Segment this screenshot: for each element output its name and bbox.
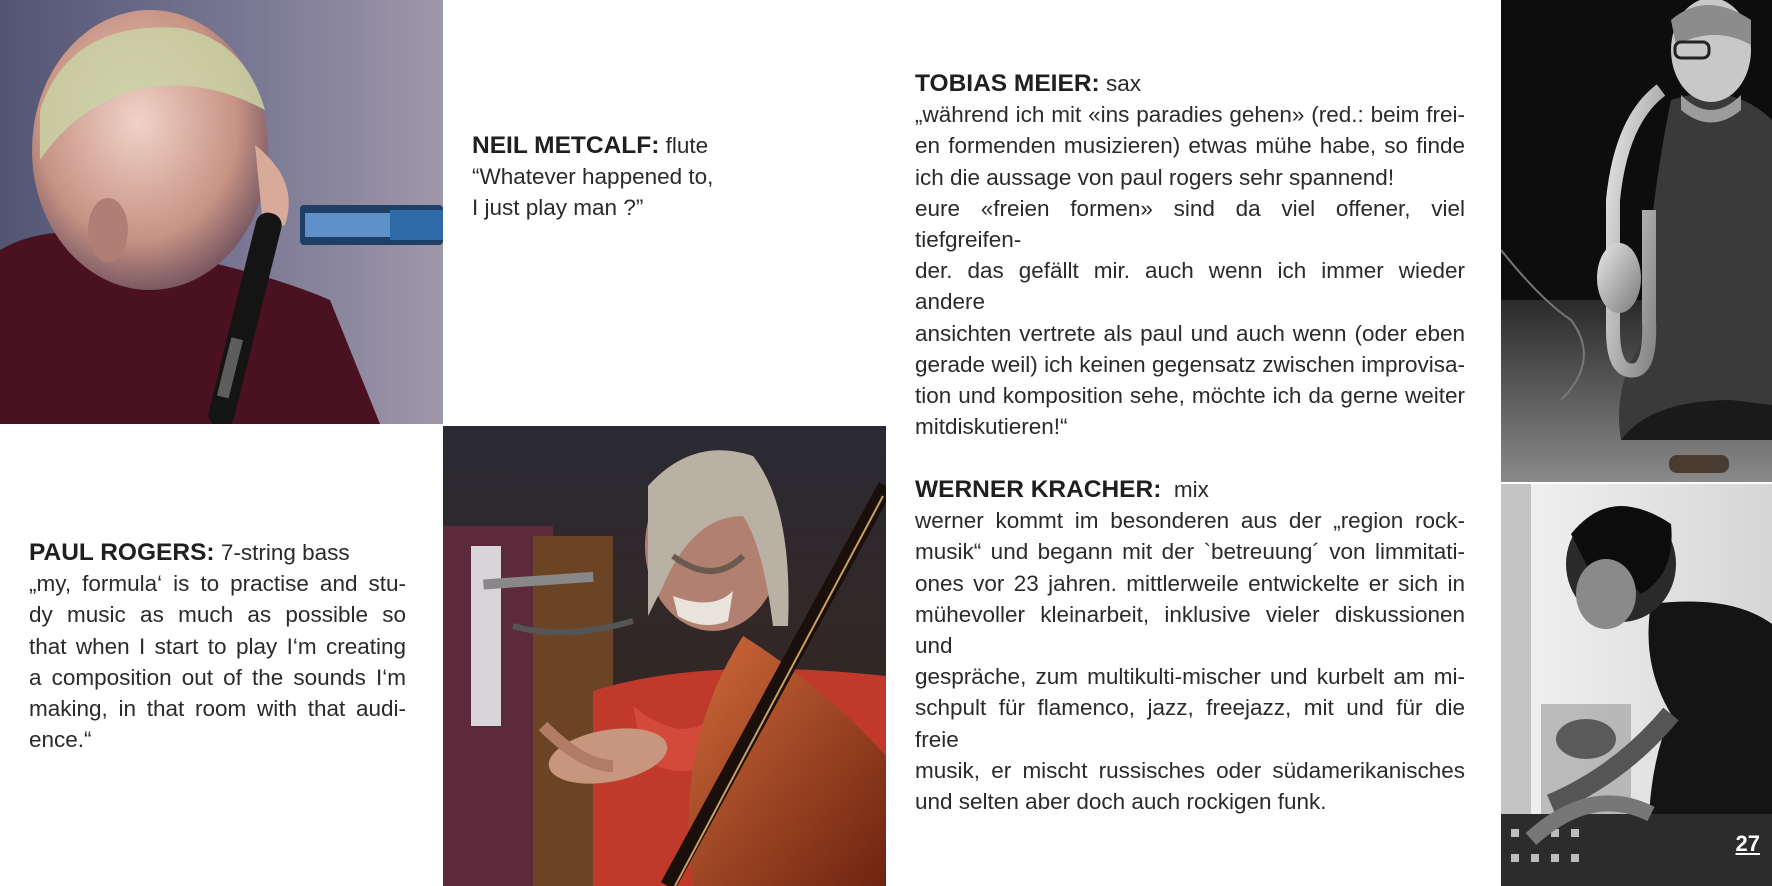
page-number: 27 — [1735, 831, 1760, 856]
quote-line: schpult für flamenco, jazz, freejazz, mit und für die freie — [915, 695, 1465, 752]
quote-line: und selten aber doch auch rockigen funk. — [915, 789, 1327, 815]
quote-line: a composition out of the sounds I‘m — [29, 664, 406, 690]
quote-line: en formenden musizieren) etwas mühe habe, so finde — [915, 133, 1465, 159]
quote-line: „my, formula‘ is to practise and stu- — [29, 571, 406, 597]
quote-line: ence.“ — [29, 727, 92, 753]
quote-line: werner kommt im besonderen aus der „region rock- — [915, 508, 1465, 534]
musician-tobias-meier — [915, 68, 1465, 442]
photo-bass-player — [443, 426, 886, 886]
quote-line: I just play man ?” — [472, 195, 644, 221]
quote-line: ich die aussage von paul rogers sehr spannend! — [915, 164, 1395, 190]
musician-paul-rogers — [29, 537, 406, 755]
musician-name: PAUL ROGERS: — [29, 539, 215, 566]
musician-instrument: sax — [1105, 71, 1141, 96]
quote-line: gerade weil) ich keinen gegensatz zwischen improvisa- — [915, 351, 1465, 377]
musician-name: WERNER KRACHER: — [915, 476, 1162, 503]
quote-line: dy music as much as possible so — [29, 602, 406, 628]
quote-line: musik, er mischt russisches oder südamerikanisches — [915, 757, 1465, 783]
quote-line: “Whatever happened to, — [472, 164, 714, 190]
quote-line: ansichten vertrete als paul und auch wenn (oder eben — [915, 320, 1465, 346]
quote-line: gespräche, zum multikulti-mischer und kurbelt am mi- — [915, 664, 1465, 690]
quote-line: that when I start to play I‘m creating — [29, 633, 406, 659]
photo-sound-engineer — [1501, 484, 1772, 886]
quote-line: ones vor 23 jahren. mittlerweile entwickelte er sich in — [915, 570, 1465, 596]
musician-name: TOBIAS MEIER: — [915, 70, 1100, 97]
quote-line: „während ich mit «ins paradies gehen» (red.: beim frei- — [915, 102, 1465, 128]
photo-flute-player — [0, 0, 443, 424]
photo-saxophone-player — [1501, 0, 1772, 482]
quote-line: eure «freien formen» sind da viel offener, viel tiefgreifen- — [915, 195, 1465, 253]
quote-line: tion und komposition sehe, möchte ich da gerne weiter — [915, 383, 1465, 409]
musician-instrument: flute — [665, 133, 709, 158]
quote-line: mühevoller kleinarbeit, inklusive vieler diskussionen und — [915, 601, 1465, 659]
musician-name: NEIL METCALF: — [472, 132, 660, 159]
musician-neil-metcalf — [472, 130, 812, 224]
quote-line: musik“ und begann mit der `betreuung´ von limmitati- — [915, 539, 1465, 565]
quote-line: der. das gefällt mir. auch wenn ich immer wieder andere — [915, 258, 1465, 315]
musician-instrument: 7-string bass — [220, 540, 350, 565]
quote-line: mitdiskutieren!“ — [915, 414, 1068, 440]
musician-instrument: mix — [1173, 477, 1209, 502]
musician-werner-kracher — [915, 474, 1465, 817]
quote-line: making, in that room with that audi- — [29, 696, 406, 722]
